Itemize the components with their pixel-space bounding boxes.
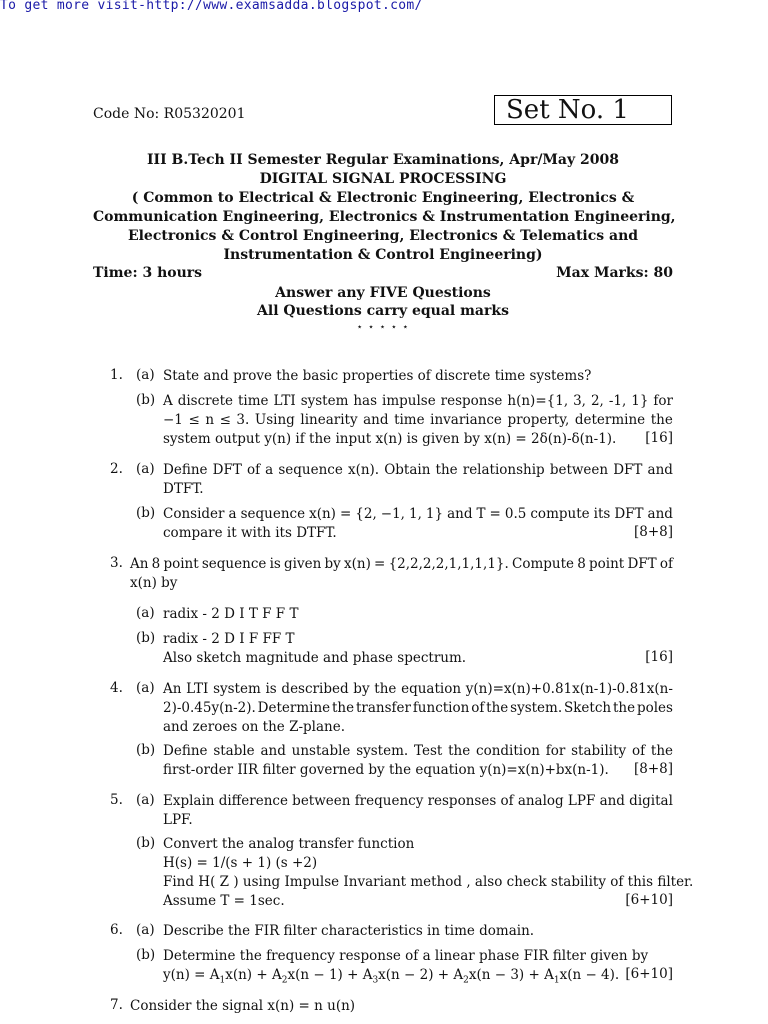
question-number-6: 6. [110, 922, 123, 938]
question-number-2: 2. [110, 461, 123, 477]
code-number: Code No: R05320201 [93, 106, 246, 122]
q5-part-b-label: (b) [136, 835, 156, 851]
q5-part-a-label: (a) [136, 792, 155, 808]
q3-part-a-text: radix - 2 D I T F F T [163, 606, 299, 622]
question-number-3: 3. [110, 555, 123, 571]
instruction-1: Answer any FIVE Questions [275, 285, 491, 301]
q6-part-a-label: (a) [136, 922, 155, 938]
set-number-box: Set No. 1 [494, 95, 672, 125]
q1-part-a-label: (a) [136, 367, 155, 383]
common-line-4: Instrumentation & Control Engineering) [223, 247, 543, 263]
stars-divider: ⋆ ⋆ ⋆ ⋆ ⋆ [356, 322, 410, 333]
q5-part-b-text: Convert the analog transfer function H(s) = 1/(s + 1) (s +2) Find H( Z ) using Impulse Invariant method , also check stability of this filter. Assume T = 1sec. [163, 836, 694, 909]
q6-part-b-text: Determine the frequency response of a linear phase FIR filter given by $y(n) = A_1x(n) + A_2x(n - 1) + A_3x(n - 2) + A_2x(n - 3) + A_1x(n - 4)$. [163, 947, 673, 991]
max-marks: Max Marks: 80 [556, 265, 673, 281]
q6-part-b-label: (b) [136, 947, 156, 963]
question-number-7: 7. [110, 997, 123, 1013]
question-number-4: 4. [110, 680, 123, 696]
time-allowed: Time: 3 hours [93, 265, 203, 281]
q4-part-b-label: (b) [136, 742, 156, 758]
q3-text: An 8 point sequence is given by x(n) = {2,2,2,2,1,1,1,1}. Compute 8 point DFT of x(n) by [130, 556, 673, 591]
question-number-5: 5. [110, 792, 123, 808]
q3-part-b-text: radix - 2 D I F FF T Also sketch magnitude and phase spectrum. [163, 631, 467, 666]
common-line-2: Communication Engineering, Electronics & Instrumentation Engineering, [93, 209, 676, 225]
q1-part-a-text: State and prove the basic properties of discrete time systems? [163, 368, 592, 384]
q7-text: Consider the signal x(n) = n u(n) [130, 998, 356, 1014]
instruction-2: All Questions carry equal marks [257, 303, 509, 319]
q1-part-b-text: A discrete time LTI system has impulse response h(n)={1, 3, 2, -1, 1} for −1 ≤ n ≤ 3. Using linearity and time invariance property, determine the system output y(n) if the input x(n) is given by x(n) = 2δ(n)-δ(n-1). [163, 393, 673, 447]
subject-title: DIGITAL SIGNAL PROCESSING [259, 171, 507, 187]
common-line-3: Electronics & Control Engineering, Electronics & Telematics and [127, 228, 639, 244]
q3-part-a-label: (a) [136, 605, 155, 621]
common-line-1: ( Common to Electrical & Electronic Engineering, Electronics & [131, 190, 635, 206]
question-number-1: 1. [110, 367, 123, 383]
q3-part-b-label: (b) [136, 630, 156, 646]
q5-marks: [6+10] [625, 892, 673, 908]
q2-part-a-label: (a) [136, 461, 155, 477]
q6-fir-equation: $y(n) = A_1x(n) + A_2x(n - 1) + A_3x(n - 2) + A_2x(n - 3) + A_1x(n - 4)$. [163, 967, 620, 986]
q4-marks: [8+8] [633, 761, 673, 777]
q2-part-b-label: (b) [136, 505, 156, 521]
q1-marks: [16] [645, 430, 673, 446]
source-link[interactable]: To get more visit-http://www.examsadda.blogspot.com/ [0, 0, 423, 13]
q5-part-a-text: Explain difference between frequency responses of analog LPF and digital LPF. [163, 793, 673, 828]
exam-title: III B.Tech II Semester Regular Examinations, Apr/May 2008 [147, 152, 619, 168]
q2-part-b-text: Consider a sequence x(n) = {2, −1, 1, 1} and T = 0.5 compute its DFT and compare it with its DTFT. [163, 506, 673, 541]
q6-marks: [6+10] [625, 966, 673, 982]
q3-marks: [16] [645, 649, 673, 665]
q6-part-a-text: Describe the FIR filter characteristics in time domain. [163, 923, 535, 939]
q4-part-b-text: Define stable and unstable system. Test the condition for stability of the first-order IIR filter governed by the equation y(n)=x(n)+bx(n-1). [163, 743, 673, 778]
q1-part-b-label: (b) [136, 392, 156, 408]
q2-part-a-text: Define DFT of a sequence x(n). Obtain the relationship between DFT and DTFT. [163, 462, 673, 497]
q4-part-a-text: An LTI system is described by the equation y(n)=x(n)+0.81x(n-1)-0.81x(n- 2)-0.45y(n-2). Determine the transfer function of the system. Sketch the poles and zeroes on the Z-plane. [163, 681, 673, 735]
q4-part-a-label: (a) [136, 680, 155, 696]
q2-marks: [8+8] [633, 524, 673, 540]
